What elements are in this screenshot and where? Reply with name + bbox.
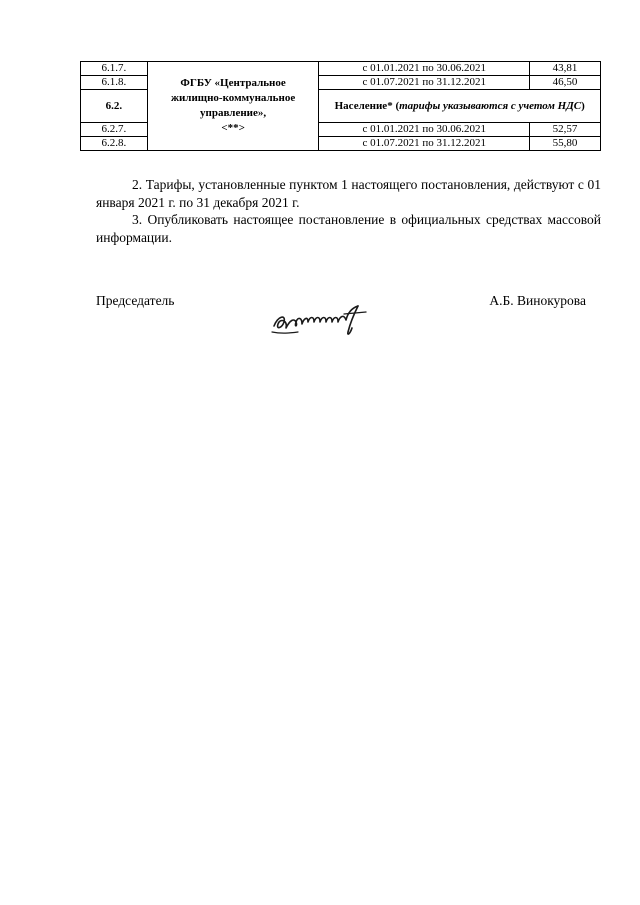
row-number: 6.1.8. bbox=[81, 76, 148, 90]
organization-line: ФГБУ «Центральное bbox=[180, 77, 286, 89]
row-number: 6.1.7. bbox=[81, 62, 148, 76]
tariff-table bbox=[80, 61, 601, 151]
paragraph-2: 2. Тарифы, установленные пунктом 1 настоящего постановления, действуют с 01 января 2021 г. по 31 декабря 2021 г. bbox=[96, 177, 601, 210]
table-row bbox=[81, 62, 601, 76]
signatory-name: А.Б. Винокурова bbox=[489, 293, 586, 308]
value-cell: 43,81 bbox=[530, 62, 601, 76]
organization-line: жилищно-коммунальное bbox=[170, 92, 296, 104]
organization-note: <**> bbox=[221, 122, 245, 134]
signature-label: Председатель bbox=[96, 293, 175, 308]
row-number: 6.2.7. bbox=[81, 123, 148, 137]
group-title-end: ) bbox=[581, 99, 585, 112]
value-cell: 46,50 bbox=[530, 76, 601, 90]
row-number: 6.2.8. bbox=[81, 137, 148, 151]
value-cell: 55,80 bbox=[530, 137, 601, 151]
period-cell: с 01.01.2021 по 30.06.2021 bbox=[319, 123, 530, 137]
paragraph-3: 3. Опубликовать настоящее постановление в официальных средствах массовой информации. bbox=[96, 212, 601, 245]
handwritten-signature bbox=[268, 292, 378, 342]
period-cell: с 01.01.2021 по 30.06.2021 bbox=[319, 62, 530, 76]
group-number: 6.2. bbox=[81, 90, 148, 123]
period-cell: с 01.07.2021 по 31.12.2021 bbox=[319, 76, 530, 90]
group-title bbox=[319, 90, 601, 123]
group-title-italic: тарифы указываются с учетом НДС bbox=[399, 99, 582, 112]
group-title-regular: Население* ( bbox=[334, 99, 400, 112]
period-cell: с 01.07.2021 по 31.12.2021 bbox=[319, 137, 530, 151]
organization-cell bbox=[147, 62, 319, 151]
organization-line: управление», bbox=[200, 107, 267, 119]
value-cell: 52,57 bbox=[530, 123, 601, 137]
